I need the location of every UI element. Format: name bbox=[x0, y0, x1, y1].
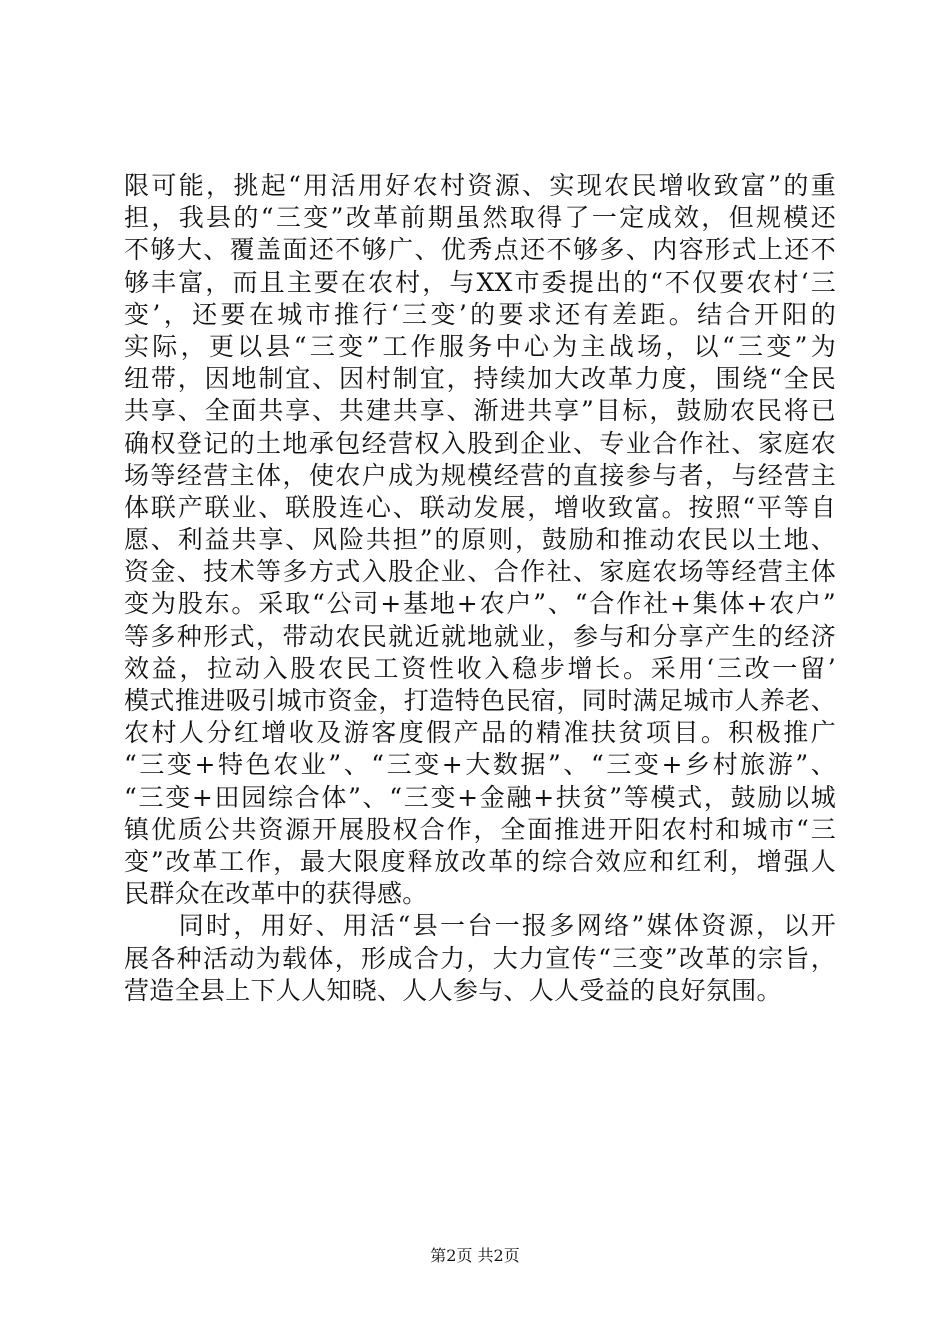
text-line: 纽带，因地制宜、因村制宜，持续加大改革力度，围绕“全民 bbox=[124, 364, 836, 394]
text-line: 等多种形式，带动农民就近就地就业，参与和分享产生的经济 bbox=[124, 621, 836, 651]
text-line: 实际，更以县“三变”工作服务中心为主战场，以“三变”为 bbox=[124, 331, 836, 361]
document-body bbox=[124, 170, 836, 1007]
text-line: 营造全县上下人人知晓、人人参与、人人受益的良好氛围。 bbox=[124, 975, 782, 1005]
text-line: 变”改革工作，最大限度释放改革的综合效应和红利，增强人 bbox=[124, 846, 836, 876]
text-line: 资金、技术等多方式入股企业、合作社、家庭农场等经营主体 bbox=[124, 557, 836, 587]
text-line: 担，我县的“三变”改革前期虽然取得了一定成效，但规模还 bbox=[124, 203, 836, 233]
text-line: 变’，还要在城市推行‘三变’的要求还有差距。结合开阳的 bbox=[124, 299, 836, 329]
text-line: 效益，拉动入股农民工资性收入稳步增长。采用‘三改一留’ bbox=[124, 653, 836, 683]
text-line: “三变+特色农业”、“三变+大数据”、“三变+乡村旅游”、 bbox=[124, 750, 836, 780]
text-line: 共享、全面共享、共建共享、渐进共享”目标，鼓励农民将已 bbox=[124, 396, 836, 426]
text-line: 场等经营主体，使农户成为规模经营的直接参与者，与经营主 bbox=[124, 460, 836, 490]
text-line: 够丰富，而且主要在农村，与XX市委提出的“不仅要农村‘三 bbox=[124, 267, 836, 297]
text-line: 愿、利益共享、风险共担”的原则，鼓励和推动农民以土地、 bbox=[124, 525, 836, 555]
text-line: “三变+田园综合体”、“三变+金融+扶贫”等模式，鼓励以城 bbox=[124, 782, 836, 812]
text-line: 确权登记的土地承包经营权入股到企业、专业合作社、家庭农 bbox=[124, 428, 836, 458]
text-line: 体联产联业、联股连心、联动发展，增收致富。按照“平等自 bbox=[124, 492, 836, 522]
text-line: 不够大、覆盖面还不够广、优秀点还不够多、内容形式上还不 bbox=[124, 235, 836, 265]
text-line: 限可能，挑起“用活用好农村资源、实现农民增收致富”的重 bbox=[124, 171, 836, 200]
text-line: 展各种活动为载体，形成合力，大力宣传“三变”改革的宗旨， bbox=[124, 943, 836, 973]
text-line: 镇优质公共资源开展股权合作，全面推进开阳农村和城市“三 bbox=[124, 814, 836, 844]
text-line: 同时，用好、用活“县一台一报多网络”媒体资源，以开 bbox=[124, 911, 836, 941]
text-line: 模式推进吸引城市资金，打造特色民宿，同时满足城市人养老、 bbox=[124, 686, 836, 715]
text-line: 农村人分红增收及游客度假产品的精准扶贫项目。积极推广 bbox=[124, 718, 836, 748]
page-number-footer: 第2页 共2页 bbox=[430, 1246, 520, 1265]
text-line: 民群众在改革中的获得感。 bbox=[124, 879, 428, 909]
text-line: 变为股东。采取“公司+基地+农户”、“合作社+集体+农户” bbox=[124, 589, 836, 619]
